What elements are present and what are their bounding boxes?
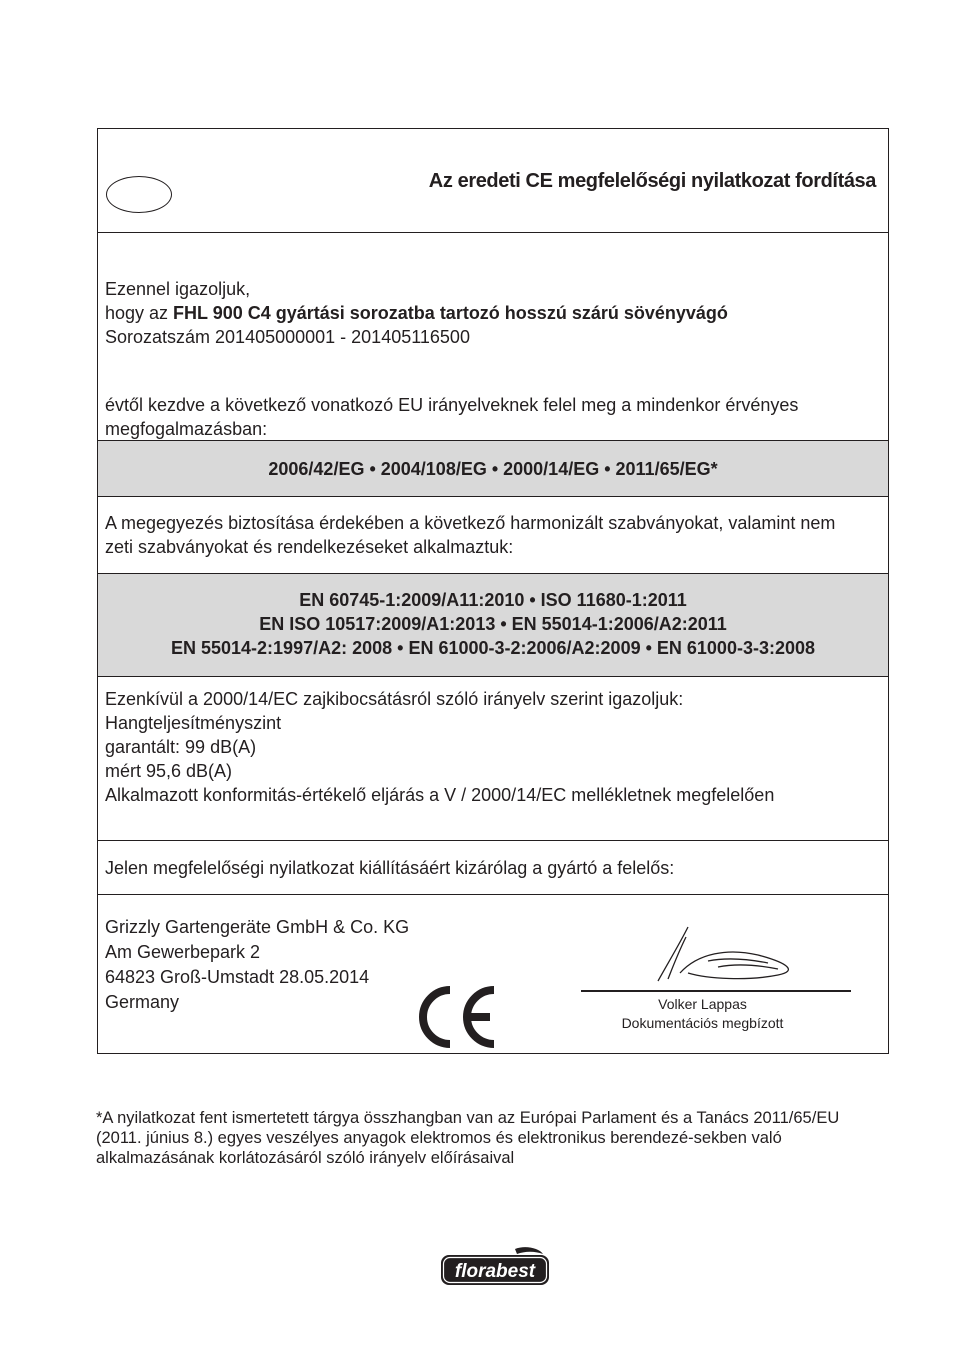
- footnote: *A nyilatkozat fent ismertetett tárgya összhangban van az Európai Parlament és a Tanács 2011/65/EU (2011. június 8.) egyes veszélyes anyagok elektromos és elektronikus berendezé-sekben való alkalmazásának korlátozásáról szóló irányelv előírásaival: [96, 1109, 840, 1167]
- logo-text: florabest: [454, 1261, 536, 1282]
- noise-line-1: Ezenkívül a 2000/14/EC zajkibocsátásról szóló irányelv szerint igazoljuk:: [105, 689, 684, 709]
- noise-section: [98, 676, 888, 840]
- signature-line: [581, 990, 851, 992]
- directives-section: [98, 440, 888, 496]
- signature-icon: [628, 923, 808, 983]
- intro-section: [98, 232, 888, 440]
- responsibility-section: [98, 840, 888, 894]
- noise-measured: mért 95,6 dB(A): [105, 761, 233, 781]
- manufacturer-country: Germany: [105, 992, 180, 1012]
- ce-mark-icon: [416, 984, 500, 1050]
- noise-line-5: Alkalmazott konformitás-értékelő eljárás a V / 2000/14/EC mellékletnek megfelelően: [105, 785, 775, 805]
- standards-section: [98, 573, 888, 676]
- intro-line-1: Ezennel igazoljuk,: [105, 279, 251, 299]
- header-section: [98, 129, 888, 232]
- noise-guaranteed: garantált: 99 dB(A): [105, 737, 257, 757]
- signatory-role: Dokumentációs megbízott: [621, 1015, 784, 1031]
- intro-line-4: évtől kezdve a következő vonatkozó EU irányelveknek felel meg a mindenkor érvényes: [105, 395, 799, 415]
- language-badge: [106, 176, 172, 213]
- serial-number: Sorozatszám 201405000001 - 201405116500: [105, 327, 470, 347]
- directives-list: 2006/42/EG • 2004/108/EG • 2000/14/EG • 2011/65/EG*: [268, 459, 718, 479]
- standards-intro-line-1: A megegyezés biztosítása érdekében a következő harmonizált szabványokat, valamint nem: [105, 513, 836, 533]
- standard-line: EN 60745-1:2009/A11:2010 • ISO 11680-1:2011: [299, 590, 687, 610]
- standard-line: EN 55014-2:1997/A2: 2008 • EN 61000-3-2:2006/A2:2009 • EN 61000-3-3:2008: [170, 638, 816, 658]
- standards-intro-section: [98, 496, 888, 573]
- standards-intro-line-2: zeti szabványokat és rendelkezéseket alkalmaztuk:: [105, 537, 514, 557]
- noise-line-2: Hangteljesítményszint: [105, 713, 282, 733]
- signatory-name: Volker Lappas: [658, 996, 747, 1012]
- manufacturer-street: Am Gewerbepark 2: [105, 942, 261, 962]
- responsibility-text: Jelen megfelelőségi nyilatkozat kiállításáért kizárólag a gyártó a felelős:: [105, 858, 675, 878]
- intro-line-2: [105, 301, 728, 325]
- manufacturer-name: Grizzly Gartengeräte GmbH & Co. KG: [105, 917, 410, 937]
- florabest-logo: [439, 1246, 551, 1288]
- intro-line-5: megfogalmazásban:: [105, 419, 268, 439]
- product-name: FHL 900 C4 gyártási sorozatba tartozó hosszú szárú sövényvágó: [173, 303, 728, 323]
- intro-line-2-prefix: hogy az: [105, 303, 174, 323]
- standard-line: EN ISO 10517:2009/A1:2013 • EN 55014-1:2006/A2:2011: [259, 614, 727, 634]
- manufacturer-city-date: 64823 Groß-Umstadt 28.05.2014: [105, 967, 370, 987]
- page-title: Az eredeti CE megfelelőségi nyilatkozat fordítása: [428, 170, 876, 192]
- manufacturer-section: [98, 894, 888, 1053]
- declaration-frame: [97, 128, 889, 1054]
